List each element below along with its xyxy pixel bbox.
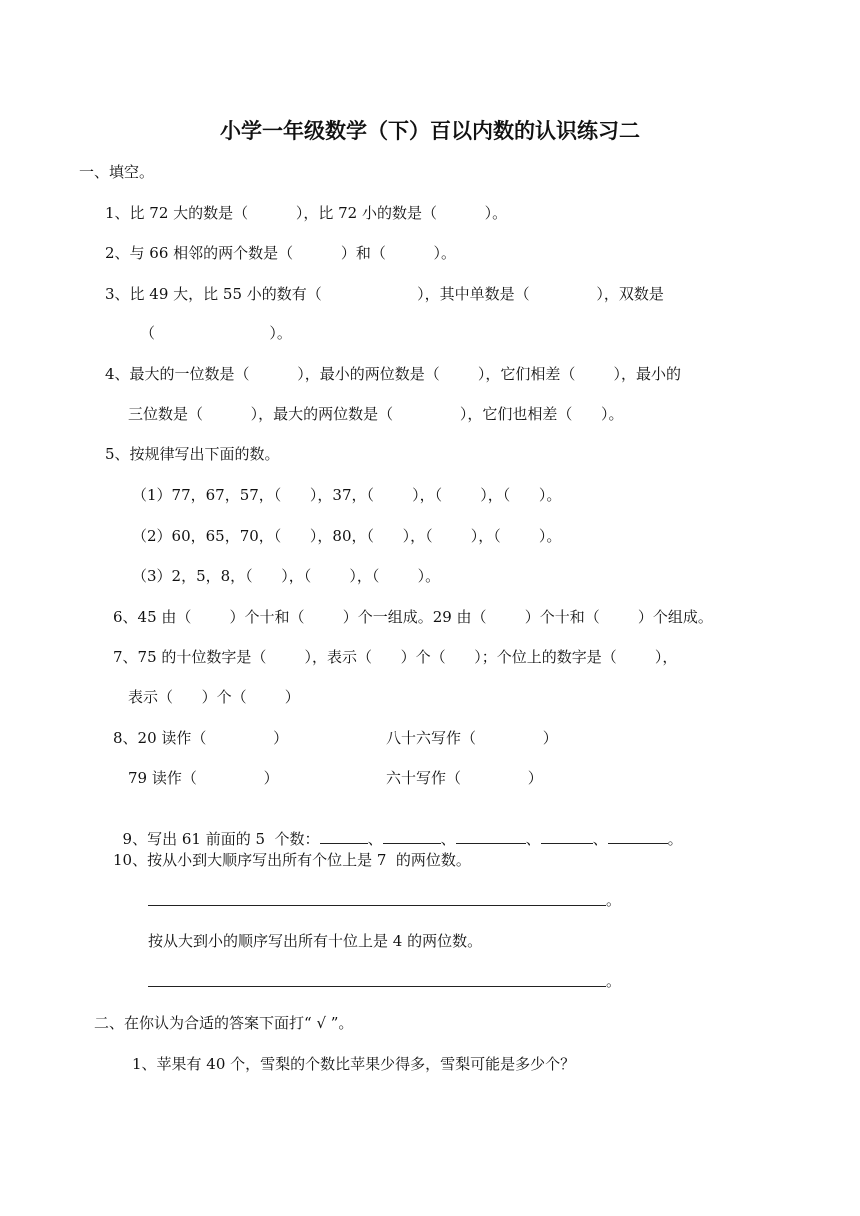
answer-blank [541,829,593,844]
section-1-heading: 一、填空。 [79,163,155,181]
question-10: 10、按从小到大顺序写出所有个位上是 7 的两位数。 [113,851,471,869]
worksheet-title: 小学一年级数学（下）百以内数的认识练习二 [220,118,640,143]
question-8-left-1: 8、20 读作（ ） [113,729,289,747]
separator: 、 [525,830,541,848]
section-2-heading: 二、在你认为合适的答案下面打“ √ ”。 [94,1014,354,1032]
question-3-line-2: （ ）。 [140,324,292,342]
answer-blank [608,829,668,844]
question-8-right-1: 八十六写作（ ） [386,729,558,747]
question-10b: 按从大到小的顺序写出所有十位上是 4 的两位数。 [148,932,483,950]
question-5: 5、按规律写出下面的数。 [105,445,280,463]
question-5-2: （2）60，65，70，（ ），80，（ ），（ ），（ ）。 [132,527,562,545]
separator: 、 [440,830,456,848]
question-7-line-1: 7、75 的十位数字是（ ），表示（ ）个（ ）；个位上的数字是（ ）， [113,648,678,666]
answer-line [148,905,606,906]
answer-line-period: 。 [606,972,622,990]
question-4-line-1: 4、最大的一位数是（ ），最小的两位数是（ ），它们相差（ ），最小的 [105,365,682,383]
question-9 [113,809,683,849]
question-2: 2、与 66 相邻的两个数是（ ）和（ ）。 [105,244,457,262]
question-8-right-2: 六十写作（ ） [386,769,543,787]
question-1: 1、比 72 大的数是（ ），比 72 小的数是（ ）。 [105,204,508,222]
period: 。 [667,830,683,848]
question-6: 6、45 由（ ）个十和（ ）个一组成。29 由（ ）个十和（ ）个组成。 [113,608,713,626]
answer-blank [456,829,526,844]
question-7-line-2: 表示（ ）个（ ） [128,688,300,706]
answer-line-period: 。 [606,891,622,909]
question-5-3: （3）2，5，8，（ ），（ ），（ ）。 [132,567,441,585]
separator: 、 [592,830,608,848]
answer-blank [320,829,368,844]
answer-blank [383,829,441,844]
section-2-question-1: 1、苹果有 40 个，雪梨的个数比苹果少得多，雪梨可能是多少个？ [132,1055,576,1073]
question-9-prefix: 9、写出 61 前面的 5 个数： [122,830,320,848]
question-5-1: （1）77，67，57，（ ），37，（ ），（ ），（ ）。 [132,486,562,504]
separator: 、 [367,830,383,848]
question-8-left-2: 79 读作（ ） [128,769,279,787]
question-4-line-2: 三位数是（ ），最大的两位数是（ ），它们也相差（ ）。 [128,405,624,423]
question-3-line-1: 3、比 49 大，比 55 小的数有（ ），其中单数是（ ），双数是 [105,285,664,303]
answer-line [148,986,606,987]
